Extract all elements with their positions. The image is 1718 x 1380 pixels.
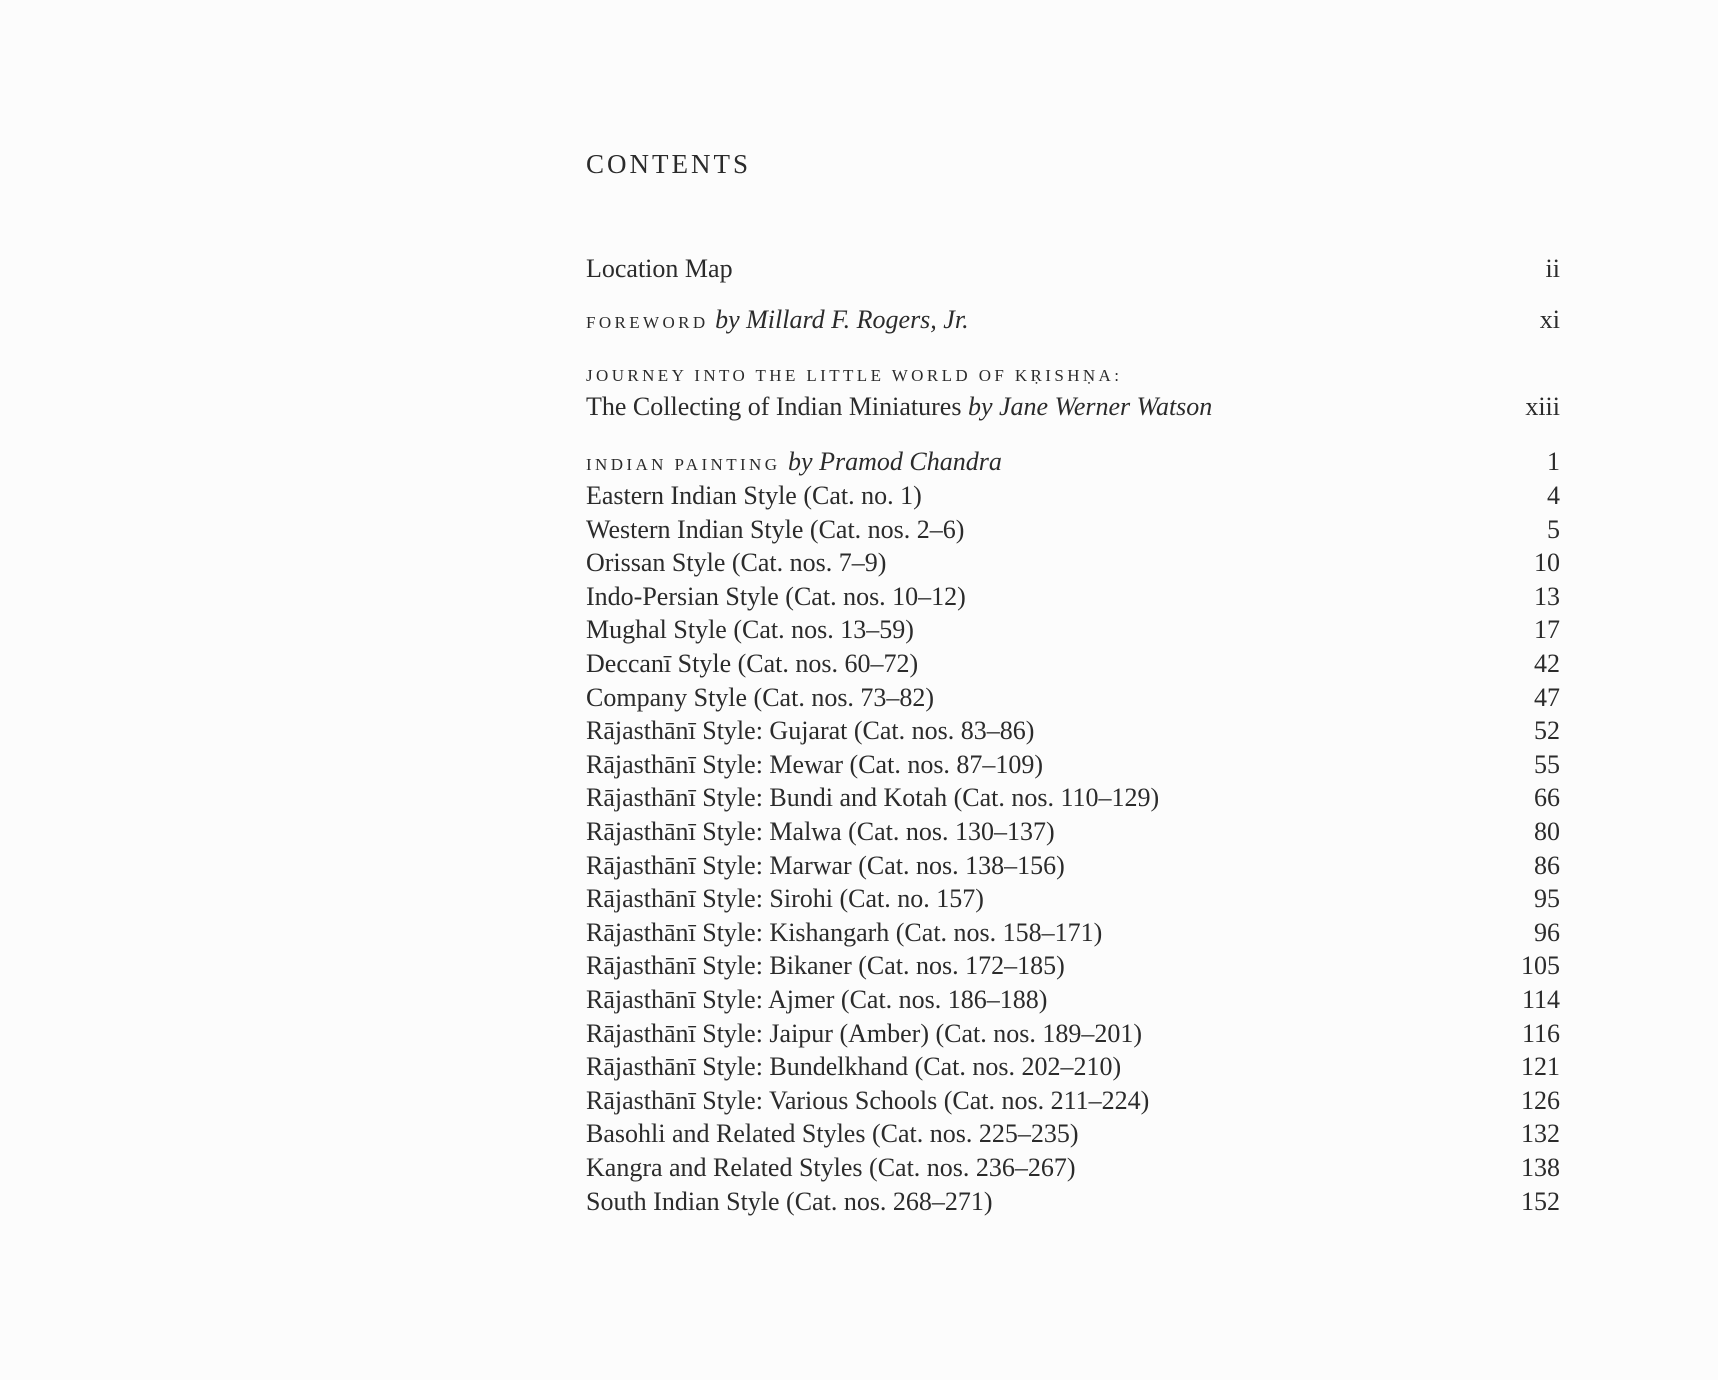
toc-title: Indo-Persian Style (Cat. nos. 10–12)	[586, 581, 966, 611]
toc-title: Rājasthānī Style: Kishangarh (Cat. nos. 158–171)	[586, 917, 1103, 947]
toc-page-number: 42	[1534, 649, 1560, 678]
toc-title: Eastern Indian Style (Cat. no. 1)	[586, 481, 922, 510]
toc-title: Rājasthānī Style: Bundelkhand (Cat. nos. 202–210)	[586, 1052, 1122, 1082]
toc-page-number: 105	[1521, 951, 1560, 981]
toc-page-number: 95	[1534, 884, 1560, 914]
toc-title: Kangra and Related Styles (Cat. nos. 236–267)	[586, 1153, 1076, 1182]
toc-page-number: 96	[1534, 917, 1560, 947]
foreword-author: by Millard F. Rogers, Jr.	[715, 305, 969, 334]
toc-title	[586, 303, 969, 340]
journey-author: by Jane Werner Watson	[967, 392, 1213, 421]
toc-title: Rājasthānī Style: Gujarat (Cat. nos. 83–86)	[586, 716, 1035, 746]
toc-page-number: 132	[1521, 1119, 1560, 1149]
toc-title: Western Indian Style (Cat. nos. 2–6)	[586, 514, 965, 544]
page-title: CONTENTS	[586, 149, 751, 179]
toc-title: Rājasthānī Style: Jaipur (Amber) (Cat. nos. 189–201)	[586, 1018, 1143, 1048]
toc-page-number: 116	[1521, 1018, 1560, 1048]
toc-page-number: 47	[1534, 682, 1560, 712]
toc-page-number: 55	[1534, 749, 1560, 779]
toc-title: South Indian Style (Cat. nos. 268–271)	[586, 1186, 993, 1216]
toc-title: Basohli and Related Styles (Cat. nos. 225–235)	[586, 1119, 1079, 1149]
toc-title	[586, 390, 1212, 424]
toc-title: Rājasthānī Style: Ajmer (Cat. nos. 186–188)	[586, 985, 1048, 1014]
toc-page-number: xi	[1539, 305, 1560, 334]
foreword-label: FOREWORD	[586, 313, 709, 332]
toc-page-number: 5	[1547, 514, 1560, 544]
toc-title: Rājasthānī Style: Various Schools (Cat. nos. 211–224)	[586, 1085, 1150, 1115]
toc-page-number: 152	[1521, 1186, 1560, 1216]
toc-title: Rājasthānī Style: Mewar (Cat. nos. 87–109)	[586, 749, 1044, 779]
toc-page-number: 17	[1534, 615, 1560, 645]
toc-title: Location Map	[586, 254, 733, 283]
toc-title: Rājasthānī Style: Bikaner (Cat. nos. 172–185)	[586, 951, 1065, 981]
toc-title: Rājasthānī Style: Sirohi (Cat. no. 157)	[586, 884, 984, 914]
toc-page-number: ii	[1545, 254, 1560, 283]
toc-title: Deccanī Style (Cat. nos. 60–72)	[586, 649, 919, 678]
toc-page-number: 1	[1547, 447, 1560, 476]
toc-page-number: 126	[1521, 1085, 1560, 1115]
toc-title	[586, 445, 1002, 482]
toc-page-number: 10	[1534, 548, 1560, 578]
journey-subtitle: The Collecting of Indian Miniatures	[586, 392, 968, 421]
painting-label: INDIAN PAINTING	[586, 455, 789, 474]
painting-author: by Pramod Chandra	[788, 447, 1002, 476]
toc-page-number: 86	[1534, 850, 1560, 880]
toc-page-number: 138	[1521, 1153, 1560, 1182]
toc-page-number: 80	[1534, 817, 1560, 846]
toc-page-number: 121	[1521, 1052, 1560, 1082]
toc-title: Rājasthānī Style: Bundi and Kotah (Cat. nos. 110–129)	[586, 783, 1160, 813]
toc-title: Orissan Style (Cat. nos. 7–9)	[586, 548, 887, 578]
toc-page-number: 114	[1521, 985, 1560, 1014]
journey-label: JOURNEY INTO THE LITTLE WORLD OF KṚISHṆA:	[586, 366, 1123, 385]
toc-page-number: 13	[1534, 581, 1560, 611]
toc-title: Mughal Style (Cat. nos. 13–59)	[586, 615, 914, 645]
toc-page-number: 52	[1534, 716, 1560, 746]
toc-title: Rājasthānī Style: Marwar (Cat. nos. 138–156)	[586, 850, 1065, 880]
toc-page-number: 4	[1547, 481, 1560, 510]
toc-page-number: xiii	[1525, 392, 1560, 421]
toc-page-number: 66	[1534, 783, 1560, 813]
toc-title: Rājasthānī Style: Malwa (Cat. nos. 130–137)	[586, 817, 1055, 846]
toc-title: Company Style (Cat. nos. 73–82)	[586, 682, 935, 712]
